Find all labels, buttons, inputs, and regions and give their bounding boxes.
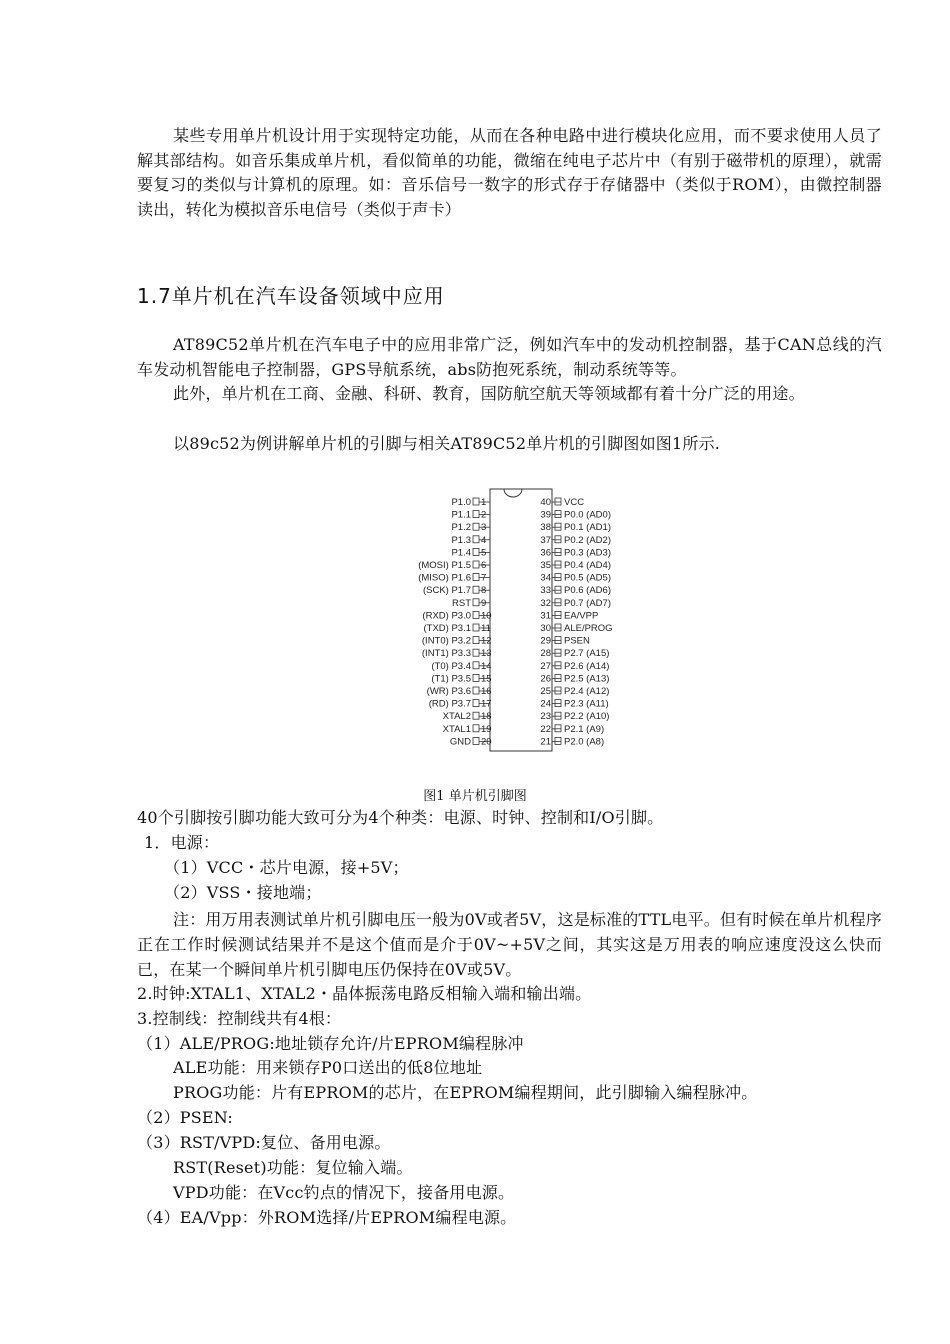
pin-box — [473, 611, 479, 618]
pin-number: 12 — [481, 635, 492, 647]
pin-right — [540, 648, 609, 659]
pin-right — [540, 598, 611, 609]
pin-left — [423, 623, 490, 634]
pin-box — [555, 700, 561, 707]
intro-paragraph: 某些专用单片机设计用于实现特定功能，从而在各种电路中进行模块化应用，而不要求使用人员了解其部结构。如音乐集成单片机，看似简单的功能，微缩在纯电子芯片中（有别于磁带机的原理），就需要复习的类似与计算机的原理。如：音乐信号一数字的形式存于存储器中（类似于ROM），由微控制器读出，转化为模拟音乐电信号（类似于声卡） — [137, 126, 882, 219]
pin-number: 5 — [481, 547, 487, 559]
pin-box — [555, 586, 561, 593]
pin-number: 37 — [540, 534, 551, 546]
pin-left — [452, 598, 490, 609]
pin-number: 34 — [540, 572, 551, 584]
auto-paragraph: AT89C52单片机在汽车电子中的应用非常广泛，例如汽车中的发动机控制器，基于CAN总线的汽车发动机智能电子控制器，GPS导航系统，abs防抱死系统，制动系统等等。 — [137, 335, 882, 379]
pin-right — [540, 510, 611, 521]
pin-label: P1.4 — [451, 547, 471, 559]
pin-box — [473, 561, 479, 568]
pin-categories-line: 40个引脚按引脚功能大致可分为4个种类：电源、时钟、控制和I/O引脚。 — [137, 808, 664, 827]
pin-left — [451, 522, 490, 533]
pin-label: P0.1 (AD1) — [564, 522, 611, 534]
pin-label: P0.2 (AD2) — [564, 534, 611, 546]
pin-left — [422, 648, 492, 659]
pin-number: 29 — [540, 635, 551, 647]
pin-number: 24 — [540, 698, 551, 710]
ale-prog-line: （1）ALE/PROG:地址锁存允许/片EPROM编程脉冲 — [137, 1034, 524, 1053]
pin-number: 17 — [481, 698, 492, 710]
pin-label: P2.3 (A11) — [564, 698, 609, 710]
pin-box — [473, 662, 479, 669]
pin-right — [540, 522, 611, 533]
pin-box — [473, 536, 479, 543]
pin-right — [540, 636, 590, 647]
pin-right — [540, 661, 609, 672]
pin-right — [540, 736, 604, 747]
pin-right — [540, 585, 611, 596]
pin-number: 1 — [481, 497, 487, 508]
pin-right — [540, 711, 609, 722]
ale-function-line: ALE功能：用来锁存P0口送出的低8位地址 — [173, 1058, 483, 1077]
pin-box — [555, 674, 561, 681]
pin-number: 39 — [540, 509, 551, 521]
psen-line: （2）PSEN: — [137, 1108, 234, 1127]
pin-label: P0.5 (AD5) — [564, 572, 611, 584]
pin-label: P1.0 — [451, 497, 471, 508]
pin-number: 30 — [540, 623, 551, 634]
pin-right — [540, 535, 611, 546]
pin-number: 8 — [481, 585, 487, 597]
pin-left — [450, 736, 492, 747]
rst-function-line: RST(Reset)功能：复位输入端。 — [173, 1158, 413, 1177]
pin-label: XTAL1 — [442, 723, 471, 735]
vss-line: （2）VSS・接地端； — [164, 883, 322, 902]
pin-left — [423, 585, 490, 596]
pin-left — [427, 686, 492, 697]
pin-label: (T1) P3.5 — [431, 673, 471, 685]
pin-label: P0.7 (AD7) — [564, 597, 611, 609]
pin-number: 7 — [481, 572, 487, 584]
pin-label: (TXD) P3.1 — [423, 623, 471, 634]
pin-number: 6 — [481, 560, 487, 571]
pin-label: (RXD) P3.0 — [422, 610, 471, 622]
pin-number: 16 — [481, 686, 492, 697]
pin-box — [555, 687, 561, 694]
pin-box — [473, 586, 479, 593]
pin-label: (INT1) P3.3 — [421, 648, 471, 660]
pin-right — [540, 560, 611, 571]
pin-box — [555, 599, 561, 606]
pin-label: P1.3 — [451, 534, 471, 546]
pin-label: VCC — [564, 497, 585, 508]
pin-box — [473, 599, 479, 606]
pin-number: 32 — [540, 597, 551, 609]
pin-box — [555, 611, 561, 618]
pin-label: P2.6 (A14) — [564, 660, 610, 672]
pin-left — [422, 610, 491, 621]
pin-number: 26 — [540, 673, 551, 685]
figure-caption: 图1 单片机引脚图 — [423, 789, 527, 804]
prog-function-line: PROG功能：片有EPROM的芯片，在EPROM编程期间，此引脚输入编程脉冲。 — [173, 1083, 758, 1102]
pin-label: P0.6 (AD6) — [564, 585, 611, 597]
pin-box — [555, 649, 561, 656]
pin-number: 20 — [481, 736, 492, 748]
pin-box — [555, 662, 561, 669]
pin-right — [540, 699, 608, 710]
note-paragraph: 注：用万用表测试单片机引脚电压一般为0V或者5V，这是标准的TTL电平。但有时候在单片机程序正在工作时候测试结果并不是这个值而是介于0V~+5V之间，其实这是万用表的响应速度没这么快而已，在某一个瞬间单片机引脚电压仍保持在0V或5V。 — [137, 910, 882, 979]
section-heading: 1.7单片机在汽车设备领域中应用 — [137, 284, 445, 308]
pin-box — [473, 511, 479, 518]
pin-box — [473, 725, 479, 732]
pin-label: EA/VPP — [564, 610, 599, 622]
pin-left — [443, 711, 492, 722]
pin-left — [418, 560, 490, 571]
pin-number: 18 — [481, 711, 492, 723]
pin-number: 35 — [540, 560, 551, 571]
pin-label: (WR) P3.6 — [426, 686, 471, 697]
pin-label: P2.7 (A15) — [564, 648, 610, 660]
pin-number: 38 — [540, 522, 551, 534]
pin-box — [473, 674, 479, 681]
pin-number: 31 — [540, 610, 551, 622]
pin-box — [473, 700, 479, 707]
pin-right — [540, 686, 609, 697]
pin-label: PSEN — [564, 635, 590, 647]
pin-number: 33 — [540, 585, 551, 597]
other-paragraph: 此外，单片机在工商、金融、科研、教育，国防航空航天等领域都有着十分广泛的用途。 — [173, 384, 805, 403]
pin-box — [555, 574, 561, 581]
pin-box — [473, 637, 479, 644]
pinout-figure — [400, 485, 625, 753]
pin-label: P2.4 (A12) — [564, 686, 610, 697]
pin-label: P0.3 (AD3) — [564, 547, 611, 559]
pin-label: (RD) P3.7 — [428, 698, 471, 710]
pin-label: P2.2 (A10) — [564, 711, 610, 723]
pin-box — [555, 548, 561, 555]
pin-label: RST — [452, 597, 471, 609]
pin-right — [540, 724, 604, 735]
pin-box — [555, 637, 561, 644]
pin-box — [473, 548, 479, 555]
pin-number: 2 — [481, 509, 487, 521]
pin-number: 27 — [540, 660, 551, 672]
pin-right — [540, 610, 598, 621]
pin-box — [555, 561, 561, 568]
pin-left — [431, 673, 491, 684]
pin-left — [431, 661, 491, 672]
pin-number: 36 — [540, 547, 551, 559]
pin-left — [418, 573, 490, 584]
pin-box — [473, 624, 479, 631]
pin-label: P1.2 — [451, 522, 471, 534]
vpd-function-line: VPD功能：在Vcc钓点的情况下，接备用电源。 — [173, 1183, 515, 1202]
pin-number: 40 — [540, 497, 551, 508]
pin-label: GND — [449, 736, 471, 748]
pin-number: 14 — [481, 660, 492, 672]
pin-number: 11 — [481, 623, 491, 634]
pin-box — [555, 511, 561, 518]
pin-box — [473, 687, 479, 694]
pin-number: 23 — [540, 711, 551, 723]
pin-label: P0.4 (AD4) — [564, 560, 611, 571]
pin-right — [540, 573, 611, 584]
power-heading: 1．电源： — [144, 833, 220, 852]
ea-vpp-line: （4）EA/Vpp：外ROM选择/片EPROM编程电源。 — [137, 1208, 517, 1227]
rst-vpd-line: （3）RST/VPD:复位、备用电源。 — [137, 1133, 391, 1152]
pin-left — [451, 497, 490, 508]
pin-left — [451, 510, 490, 521]
clock-line: 2.时钟:XTAL1、XTAL2・晶体振荡电路反相输入端和输出端。 — [137, 984, 592, 1003]
pin-number: 15 — [481, 673, 492, 685]
pin-number: 3 — [481, 522, 487, 534]
pin-box — [473, 523, 479, 530]
pin-number: 19 — [481, 723, 492, 735]
pin-left — [429, 699, 492, 710]
pin-left — [451, 547, 490, 558]
pin-box — [555, 536, 561, 543]
pin-box — [473, 574, 479, 581]
pin-right — [540, 623, 612, 634]
pin-label: (MOSI) P1.5 — [418, 560, 471, 571]
pin-box — [555, 523, 561, 530]
pin-label: ALE/PROG — [564, 623, 613, 634]
pin-number: 25 — [540, 686, 551, 697]
pin-number: 22 — [540, 723, 551, 735]
pin-box — [555, 737, 561, 744]
pin-box — [473, 649, 479, 656]
pin-label: P2.1 (A9) — [564, 723, 605, 735]
pin-right — [540, 547, 611, 558]
pin-number: 28 — [540, 648, 551, 660]
pin-label: P1.1 — [451, 509, 471, 521]
pin-number: 21 — [540, 736, 551, 748]
pin-box — [473, 498, 479, 505]
pin-label: (MISO) P1.6 — [418, 572, 471, 584]
pin-label: P2.5 (A13) — [564, 673, 610, 685]
pin-left — [443, 724, 492, 735]
pin-label: (SCK) P1.7 — [422, 585, 471, 597]
pin-number: 9 — [481, 597, 487, 609]
pin-label: P0.0 (AD0) — [564, 509, 611, 521]
pin-left — [422, 636, 492, 647]
pin-left — [451, 535, 490, 546]
pin-number: 4 — [481, 534, 487, 546]
pin-box — [473, 737, 479, 744]
pin-label: P2.0 (A8) — [564, 736, 605, 748]
pin-label: (INT0) P3.2 — [421, 635, 471, 647]
pin-box — [473, 712, 479, 719]
pin-label: XTAL2 — [442, 711, 471, 723]
pin-number: 13 — [481, 648, 492, 660]
pin-box — [555, 498, 561, 505]
example-paragraph: 以89c52为例讲解单片机的引脚与相关AT89C52单片机的引脚图如图1所示. — [173, 434, 721, 453]
control-heading: 3.控制线：控制线共有4根： — [137, 1009, 342, 1028]
pin-number: 10 — [481, 610, 492, 622]
pin-box — [555, 725, 561, 732]
pin-label: (T0) P3.4 — [431, 660, 471, 672]
pin-right — [540, 673, 609, 684]
pin-box — [555, 624, 561, 631]
pin-box — [555, 712, 561, 719]
vcc-line: （1）VCC・芯片电源，接+5V； — [164, 858, 409, 877]
pin-right — [540, 497, 584, 508]
